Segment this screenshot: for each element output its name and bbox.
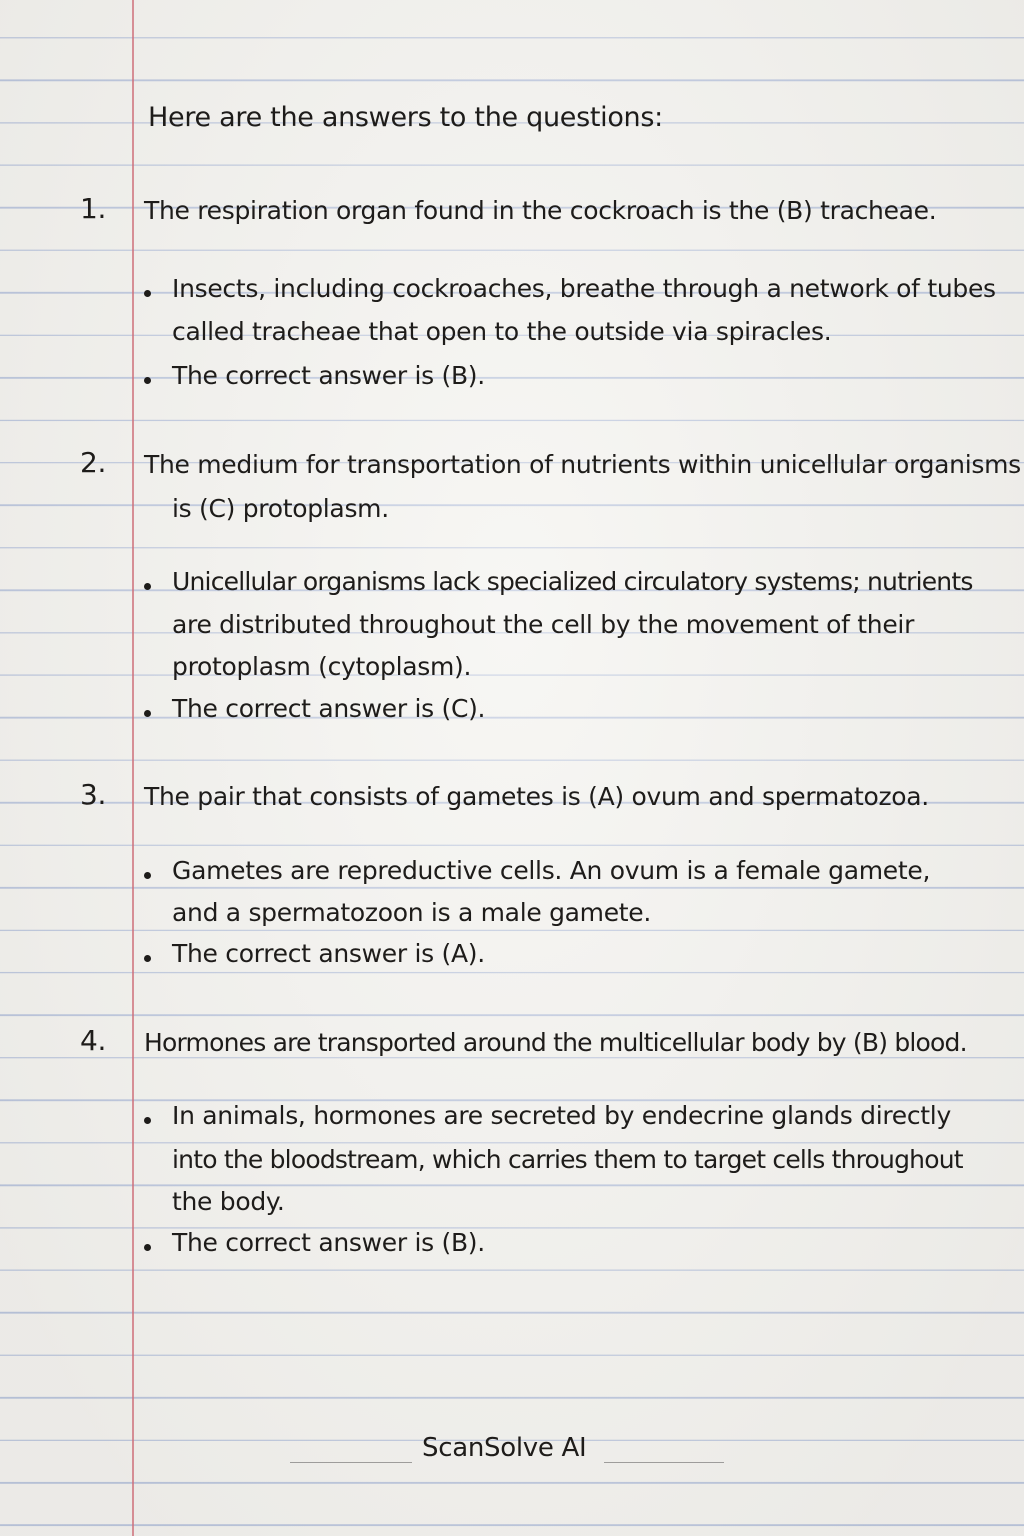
question-3-number: 3.: [80, 778, 107, 811]
question-2-text-line-2: is (C) protoplasm.: [172, 494, 389, 523]
bullet-icon: [144, 290, 151, 297]
question-3-text: The pair that consists of gametes is (A) ovum and spermatozoa.: [144, 782, 929, 811]
bullet-icon: [144, 1244, 151, 1251]
question-1-number: 1.: [80, 192, 107, 225]
question-1-text: The respiration organ found in the cockroach is the (B) tracheae.: [144, 196, 937, 225]
question-4-bullet-1-line-1: In animals, hormones are secreted by endecrine glands directly: [172, 1101, 951, 1130]
bullet-icon: [144, 872, 151, 879]
question-2-bullet-1-line-1: Unicellular organisms lack specialized circulatory systems; nutrients: [172, 567, 973, 596]
question-3-bullet-1-line-1: Gametes are repreductive cells. An ovum is a female gamete,: [172, 856, 931, 885]
question-1-bullet-1-line-1: Insects, including cockroaches, breathe through a network of tubes: [172, 274, 996, 303]
bullet-icon: [144, 710, 151, 717]
bullet-icon: [144, 377, 151, 384]
bullet-icon: [144, 1117, 151, 1124]
question-4-bullet-2-line-1: The correct answer is (B).: [172, 1228, 485, 1257]
question-1-bullet-1-line-2: called tracheae that open to the outside via spiracles.: [172, 317, 832, 346]
question-4-bullet-1-line-2: into the bloodstream, which carries them to target cells throughout: [172, 1145, 963, 1174]
question-2-text-line-1: The medium for transportation of nutrients within unicellular organisms: [144, 450, 1021, 479]
question-1-bullet-2-line-1: The correct answer is (B).: [172, 361, 485, 390]
question-3-bullet-2-line-1: The correct answer is (A).: [172, 939, 485, 968]
bullet-icon: [144, 583, 151, 590]
question-2-number: 2.: [80, 446, 107, 479]
margin-rule: [132, 0, 134, 1536]
question-2-bullet-2-line-1: The correct answer is (C).: [172, 694, 486, 723]
footer-brand: ScanSolve AI: [422, 1433, 587, 1463]
question-4-number: 4.: [80, 1024, 107, 1057]
question-4-bullet-1-line-3: the body.: [172, 1187, 285, 1216]
question-2-bullet-1-line-2: are distributed throughout the cell by the movement of their: [172, 610, 915, 639]
footer-rule-right: [604, 1462, 724, 1463]
question-4-text: Hormones are transported around the multicellular body by (B) blood.: [144, 1028, 967, 1057]
intro-heading: Here are the answers to the questions:: [148, 102, 663, 133]
question-2-bullet-1-line-3: protoplasm (cytoplasm).: [172, 652, 472, 681]
footer-rule-left: [290, 1462, 412, 1463]
bullet-icon: [144, 955, 151, 962]
question-3-bullet-1-line-2: and a spermatozoon is a male gamete.: [172, 898, 652, 927]
